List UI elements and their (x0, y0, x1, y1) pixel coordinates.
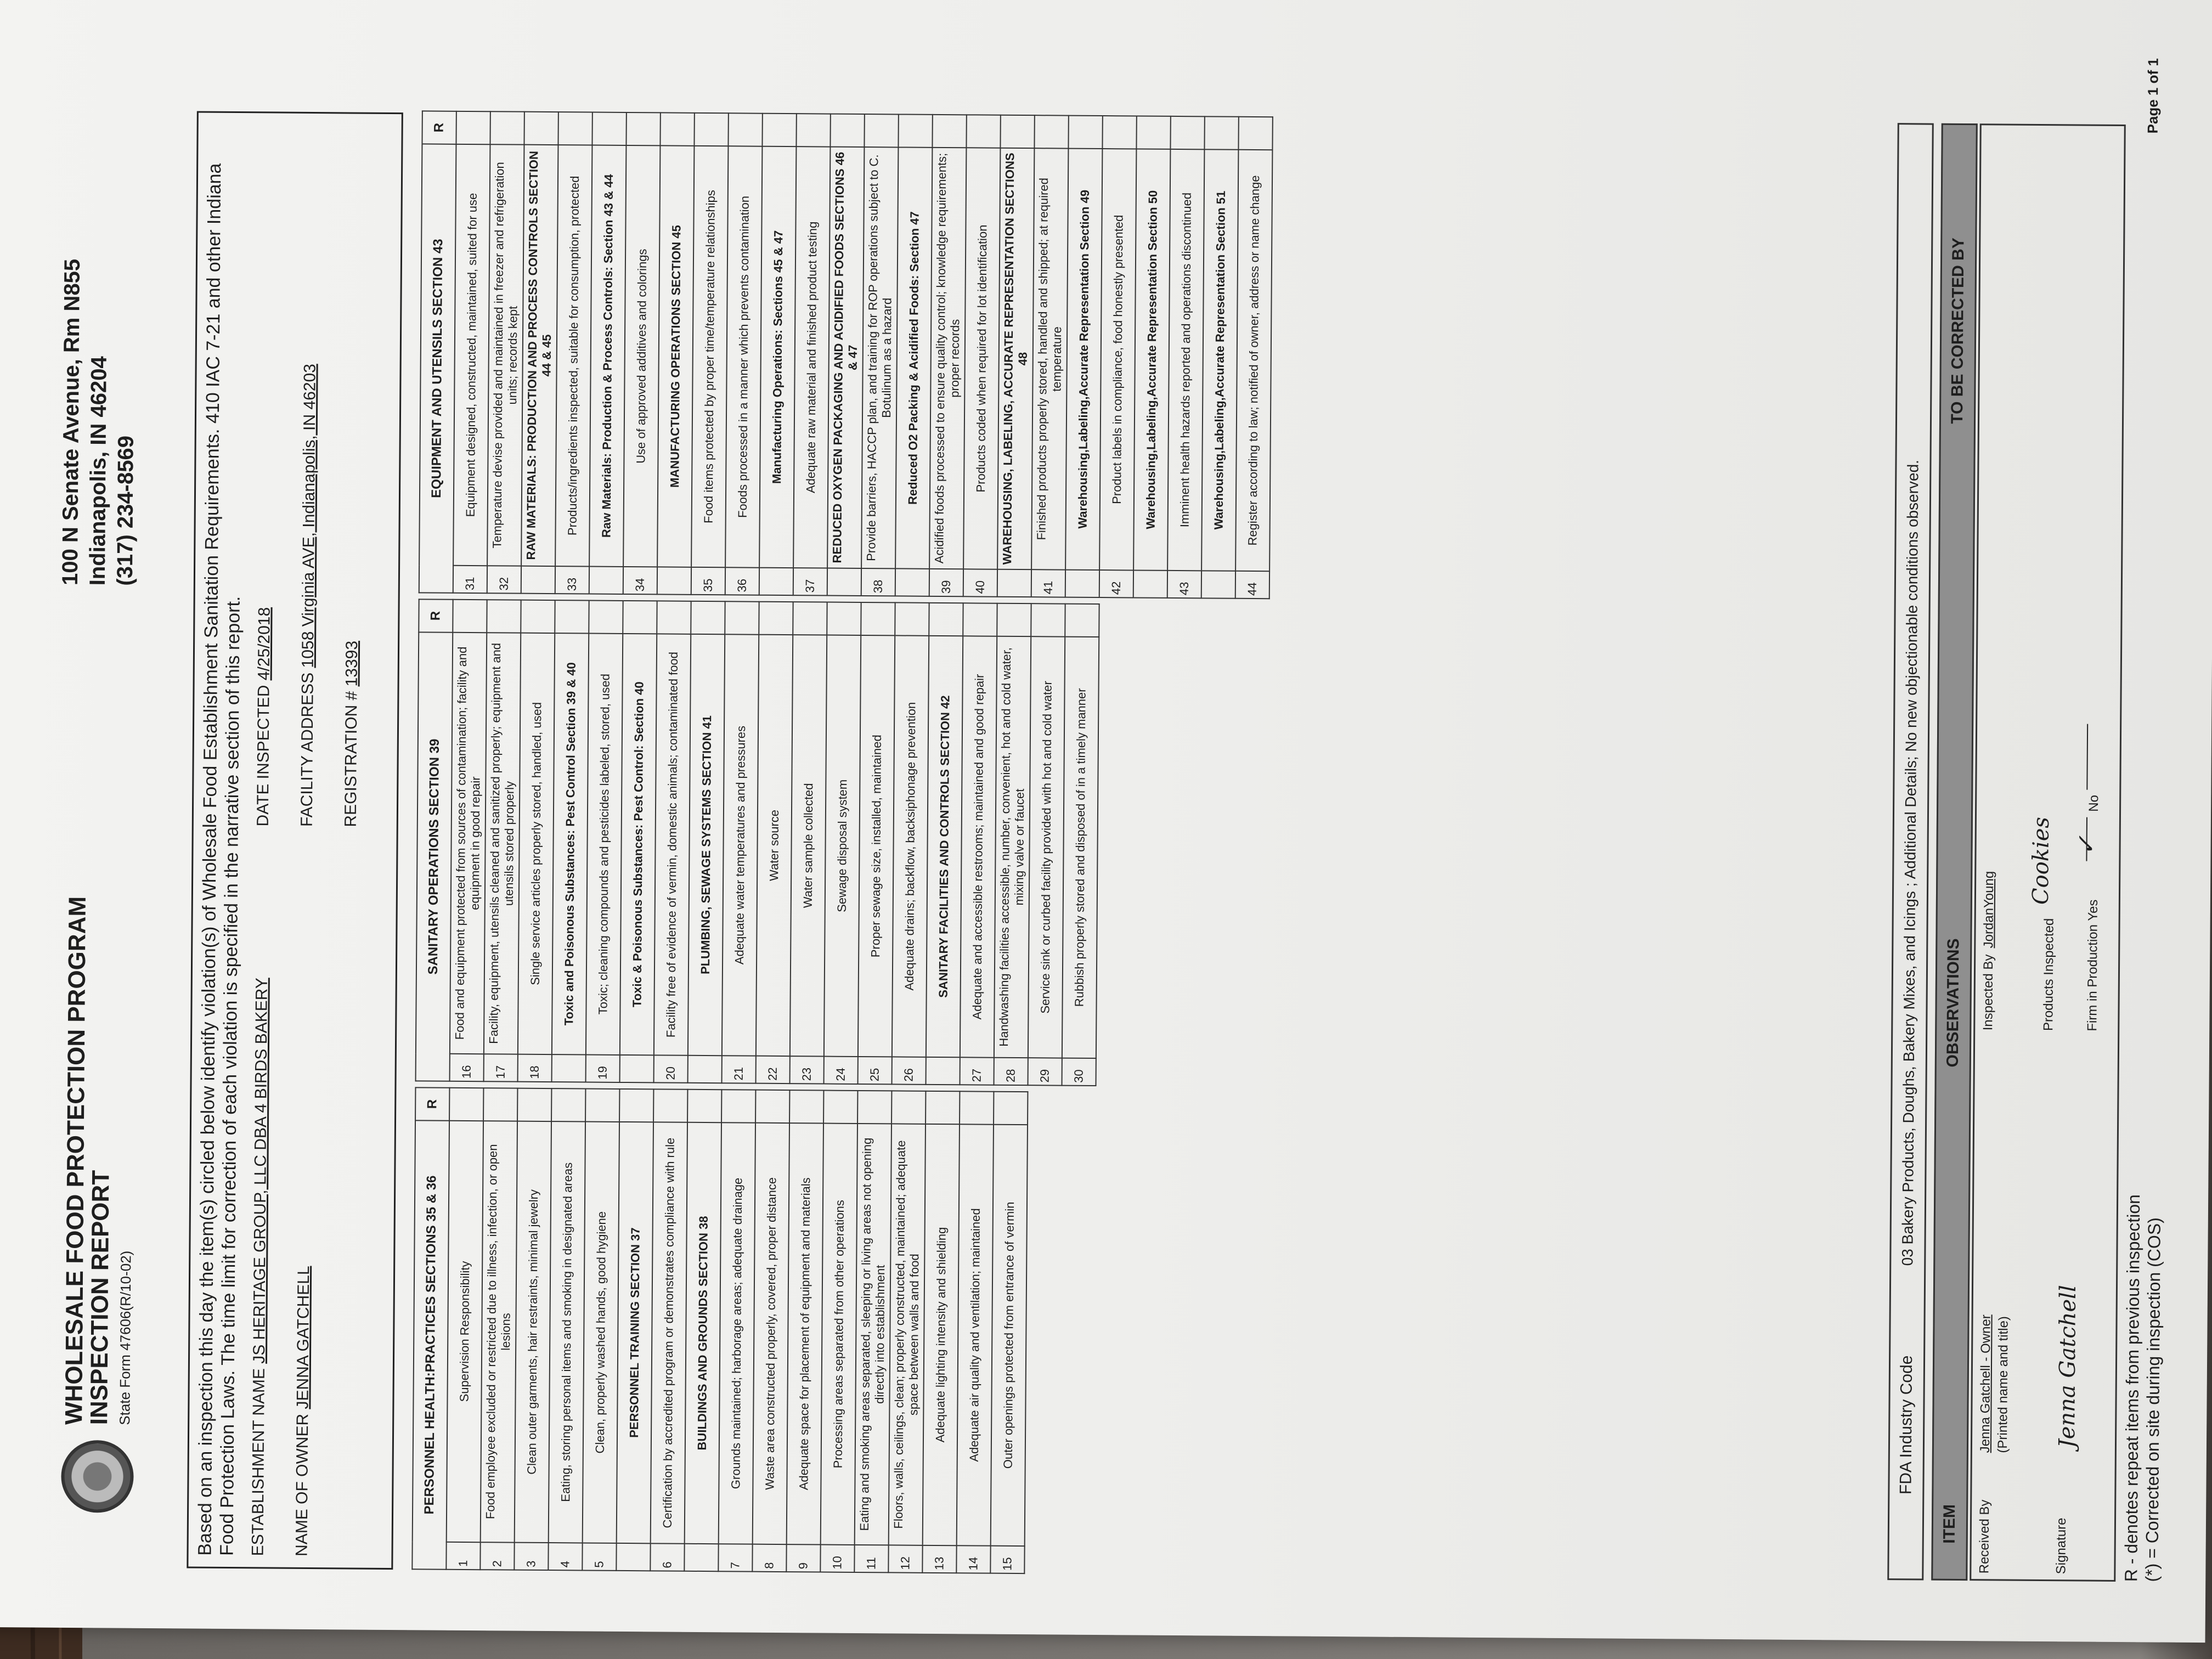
col1-row (650, 1089, 687, 1571)
item-description: Imminent health hazards reported and operations discontinued (1167, 149, 1204, 571)
col3-row (1065, 116, 1103, 597)
item-number: 36 (725, 567, 759, 595)
report-title (61, 896, 116, 1425)
col3-row (963, 115, 1001, 596)
repeat-cell (691, 601, 725, 634)
col1-row (956, 1091, 994, 1573)
item-number (589, 567, 623, 594)
item-description: Facility, equipment, utensils cleaned and sanitized properly; equipment and utensils stored properly (484, 633, 521, 1054)
item-description: Sewage disposal system (824, 635, 861, 1057)
item-description: Certification by accredited program or demonstrates compliance with rule (651, 1122, 687, 1543)
registration-value: 13393 (342, 640, 362, 687)
establishment-field (249, 978, 271, 1556)
col3-row (929, 115, 967, 596)
repeat-cell (929, 603, 963, 636)
col2-row (722, 601, 759, 1083)
sanitary-operations-table (415, 599, 1100, 1086)
item-number: 22 (756, 1056, 790, 1084)
item-number: 34 (623, 567, 657, 594)
repeat-cell (626, 112, 660, 145)
item-number: 15 (990, 1546, 1024, 1573)
col3-row (691, 113, 729, 595)
col2-row (1062, 604, 1099, 1086)
repeat-cell (789, 1090, 823, 1123)
repeat-cell (932, 115, 966, 148)
section-subheader: MANUFACTURING OPERATIONS SECTION 45 (657, 145, 694, 567)
col3-row (827, 114, 865, 596)
col3-row (657, 112, 695, 594)
owner-value: JENNA GATCHELL (294, 1266, 313, 1409)
repeat-cell (490, 111, 524, 144)
col1-row (718, 1090, 755, 1571)
col1-header: PERSONNEL HEALTH:PRACTICES SECTIONS 35 & 36 (412, 1120, 449, 1569)
legend-line2: (*) = Corrected on site during inspection (COS) (2142, 1217, 2164, 1582)
col3-row (623, 112, 661, 594)
col3-header: EQUIPMENT AND UTENSILS SECTION 43 (419, 144, 456, 592)
item-number: 20 (654, 1055, 688, 1082)
item-number: 19 (586, 1055, 620, 1082)
item-description: Adequate lighting intensity and shielding (923, 1124, 960, 1545)
item-description: Toxic; cleaning compounds and pesticides labeled, stored, used (586, 634, 623, 1055)
item-description: Adequate water temperatures and pressures (722, 634, 759, 1056)
repeat-cell (960, 1091, 994, 1124)
col2-row (926, 603, 963, 1085)
item-description: Floors, walls, ceilings, clean; properly constructed, maintained; adequate space between walls and food (889, 1124, 926, 1545)
legend-line1: R - denotes repeat items from previous inspection (2121, 1194, 2144, 1582)
col3-row (589, 112, 627, 594)
section-subheader: PERSONNEL TRAINING SECTION 37 (617, 1122, 653, 1543)
item-number: 41 (1031, 569, 1065, 597)
item-description: Product labels in compliance, food honestly presented (1099, 149, 1136, 570)
received-by-label: Received By (1977, 1499, 1993, 1574)
col2-row (586, 601, 623, 1082)
item-number: 44 (1235, 571, 1269, 599)
item-number (1065, 570, 1099, 597)
item-number (1201, 571, 1235, 598)
repeat-cell (1031, 603, 1065, 636)
fda-label: FDA Industry Code (1897, 1355, 1916, 1495)
repeat-cell (796, 114, 830, 146)
item-number: 25 (858, 1057, 892, 1084)
item-description: Acidified foods processed to ensure quality control; knowledge requirements; proper records (929, 148, 966, 569)
item-number: 42 (1099, 570, 1133, 597)
repeat-cell (926, 1091, 960, 1124)
repeat-cell (725, 601, 759, 634)
item-number: 43 (1167, 571, 1201, 598)
item-number (684, 1544, 718, 1571)
item-number: 13 (922, 1545, 956, 1573)
item-description: Adequate space for placement of equipment and materials (787, 1123, 823, 1544)
col2-row (450, 600, 487, 1081)
col3-row (997, 115, 1035, 597)
col2-row (518, 600, 555, 1082)
item-number (827, 568, 861, 596)
col1-row (616, 1089, 653, 1571)
registration-field (342, 641, 362, 827)
col1-row (888, 1091, 926, 1572)
registration-label: REGISTRATION # (341, 691, 361, 827)
repeat-cell (623, 601, 657, 634)
col2-row (552, 600, 589, 1082)
col3-row (725, 113, 763, 595)
item-description: Clean outer garments, hair restraints, minimal jewelry (515, 1121, 551, 1543)
col1-row (922, 1091, 960, 1573)
item-number (616, 1543, 650, 1571)
item-number: 2 (480, 1542, 514, 1570)
item-description: Water source (756, 635, 793, 1056)
repeat-cell (823, 1091, 857, 1124)
address-line2: Indianapolis, IN 46204 (85, 356, 111, 586)
col2-row (960, 603, 997, 1085)
item-description: Grounds maintained; harborage areas; adequate drainage (719, 1122, 755, 1544)
item-number (759, 568, 793, 595)
item-number: 33 (555, 566, 589, 594)
item-number (552, 1054, 586, 1082)
repeat-cell (857, 1091, 891, 1124)
col1-row (582, 1089, 619, 1571)
observations-header: OBSERVATIONS (1943, 938, 1963, 1068)
item-number: 8 (752, 1544, 786, 1572)
section-subheader: Toxic and Poisonous Substances: Pest Control Section 39 & 40 (552, 633, 589, 1054)
item-description: Processing areas separated from other operations (821, 1124, 857, 1545)
owner-field (292, 1266, 313, 1556)
repeat-cell (898, 114, 932, 147)
col1-row (514, 1088, 551, 1570)
col2-r-header: R (419, 599, 453, 632)
col1-row (990, 1092, 1028, 1573)
col3-row (895, 114, 933, 596)
item-number (620, 1055, 654, 1082)
item-number: 11 (854, 1545, 888, 1572)
item-number: 27 (960, 1057, 994, 1085)
item-description: Eating, storing personal items and smoking in designated areas (549, 1121, 585, 1543)
item-description: Foods processed in a manner which prevents contamination (725, 146, 762, 567)
col3-row (793, 114, 831, 595)
inspected-by-value: JordanYoung (1981, 871, 1997, 949)
state-seal-icon (61, 1440, 134, 1513)
title-line2: INSPECTION REPORT (86, 1170, 115, 1425)
col1-row (480, 1088, 517, 1570)
item-number: 32 (487, 566, 521, 593)
repeat-cell (483, 1088, 517, 1121)
item-number: 9 (786, 1544, 820, 1572)
repeat-cell (728, 113, 762, 146)
col3-row (1133, 116, 1171, 597)
item-description: Facility free of evidence of vermin, domestic animals; contaminated food (654, 634, 691, 1055)
item-header: ITEM (1940, 1504, 1959, 1544)
item-number: 40 (963, 569, 997, 596)
inspected-by-label: Inspected By (1980, 954, 1996, 1031)
item-number: 23 (790, 1056, 824, 1084)
item-description: Temperature devise provided and maintained in freezer and refrigeration units; records kept (487, 144, 524, 566)
repeat-cell (456, 111, 490, 144)
repeat-cell (660, 112, 694, 145)
repeat-cell (721, 1090, 755, 1122)
repeat-cell (793, 602, 827, 635)
item-description: Rubbish properly stored and disposed of in a timely manner (1062, 637, 1099, 1058)
repeat-cell (755, 1090, 789, 1123)
repeat-cell (555, 600, 589, 633)
repeat-cell (997, 603, 1031, 636)
repeat-cell (1170, 116, 1204, 149)
repeat-cell (1204, 116, 1238, 149)
intro-box (187, 111, 403, 1570)
repeat-cell (762, 114, 796, 146)
item-description: Supervision Responsibility (447, 1121, 483, 1542)
products-label: Products Inspected (2041, 918, 2057, 1031)
item-description: Products/ingredients inspected, suitable for consumption, protected (555, 145, 592, 566)
intro-text: Based on an inspection this day the item(s) circled below identify violation(s) of Wholesale Food Establishment Sanitation Requirements. 410 IAC 7-21 and other Indiana Food Protection Laws. The time limit for correction of each violation is specified in the narrative section of this report. (194, 163, 244, 1556)
repeat-cell (558, 112, 592, 145)
repeat-cell (1068, 116, 1102, 149)
repeat-cell (966, 115, 1000, 148)
item-description: Adequate drains; backflow, backsiphonage prevention (892, 635, 929, 1057)
repeat-cell (895, 602, 929, 635)
signature-label: Signature (2053, 1517, 2069, 1575)
repeat-cell (453, 600, 487, 633)
item-number (895, 568, 929, 596)
item-number: 24 (824, 1057, 858, 1084)
col2-row (1028, 603, 1065, 1085)
item-number (926, 1057, 960, 1085)
date-value: 4/25/2018 (255, 607, 274, 681)
agency-address (57, 259, 141, 586)
col3-row (759, 114, 797, 595)
personnel-health-table (411, 1087, 1028, 1574)
item-description: Proper sewage size, installed, maintained (858, 635, 895, 1057)
col2-row (824, 602, 861, 1084)
owner-label: NAME OF OWNER (292, 1413, 312, 1557)
firm-no-label: No (2086, 794, 2102, 812)
item-description: Use of approved additives and colorings (623, 145, 660, 567)
item-description: Water sample collected (790, 635, 827, 1056)
col3-row (453, 111, 490, 593)
fda-value: 03 Bakery Products, Doughs, Bakery Mixes, and Icings ; Additional Details; No new objectionable conditions observed. (1899, 460, 1922, 1266)
item-description: Food employee excluded or restricted due to illness, infection, or open lesions (481, 1121, 517, 1542)
item-number: 7 (718, 1544, 752, 1571)
section-subheader: PLUMBING, SEWAGE SYSTEMS SECTION 41 (688, 634, 725, 1056)
col2-row (790, 602, 827, 1084)
section-subheader: Warehousing,Labeling,Accurate Representation Section 51 (1201, 149, 1238, 571)
section-subheader: RAW MATERIALS: PRODUCTION AND PROCESS CONTROLS SECTION 44 & 45 (521, 145, 558, 566)
item-number: 17 (484, 1054, 518, 1081)
repeat-cell (827, 602, 861, 635)
col3-row (1031, 115, 1069, 597)
repeat-cell (449, 1088, 483, 1121)
repeat-cell (1034, 115, 1068, 148)
item-description: Outer openings protected from entrance of vermin (991, 1125, 1028, 1546)
repeat-cell (592, 112, 626, 145)
repeat-cell (517, 1088, 551, 1121)
repeat-cell (1136, 116, 1170, 149)
item-number: 4 (548, 1543, 582, 1570)
repeat-cell (994, 1092, 1028, 1125)
item-number: 26 (892, 1057, 926, 1084)
facility-label: FACILITY ADDRESS (297, 672, 317, 827)
repeat-cell (1000, 115, 1034, 148)
form-number: State Form 47606(R/10-02) (116, 1250, 134, 1425)
repeat-cell (891, 1091, 926, 1124)
repeat-cell (759, 602, 793, 635)
repeat-cell (521, 600, 555, 633)
printed-name-note: (Printed name and title) (1995, 1316, 2011, 1453)
col3-r-header: R (422, 111, 456, 144)
section-subheader: Warehousing,Labeling,Accurate Representation Section 50 (1133, 149, 1170, 570)
col2-row (620, 601, 657, 1082)
section-subheader: Raw Materials: Production & Process Controls: Section 43 & 44 (589, 145, 626, 567)
repeat-cell (687, 1090, 721, 1122)
col1-row (854, 1091, 891, 1572)
facility-field (298, 364, 320, 827)
col2-row (892, 602, 929, 1084)
col3-row (487, 111, 524, 593)
section-subheader: BUILDINGS AND GROUNDS SECTION 38 (685, 1122, 721, 1544)
col1-row (820, 1091, 857, 1572)
item-number: 10 (820, 1545, 854, 1572)
item-description: Register according to law; notified of owner, address or name change (1235, 150, 1272, 571)
section-subheader: Toxic & Poisonous Substances: Pest Control: Section 40 (620, 634, 657, 1055)
item-description: Service sink or curbed facility provided with hot and cold water (1028, 636, 1065, 1058)
item-number: 3 (514, 1543, 548, 1570)
item-description: Provide barriers, HACCP plan, and training for ROP operations subject to C. Botulinum as a hazard (861, 147, 898, 568)
col2-row (484, 600, 521, 1081)
repeat-cell (1238, 117, 1272, 150)
col2-row (654, 601, 691, 1082)
item-number: 12 (888, 1545, 922, 1572)
firm-no-blank (2086, 724, 2088, 790)
title-line1: WHOLESALE FOOD PROTECTION PROGRAM (60, 896, 91, 1425)
col1-row (786, 1090, 823, 1572)
correct-by-header: TO BE CORRECTED BY (1948, 238, 1968, 424)
item-number (521, 566, 555, 594)
col1-row (752, 1090, 789, 1572)
item-description: Adequate air quality and ventilation; maintained (957, 1124, 994, 1545)
section-subheader: WAREHOUSING, LABELING, ACCURATE REPRESENTATION SECTIONS 48 (997, 148, 1034, 569)
item-description: Equipment designed, constructed, maintained, suited for use (453, 144, 490, 566)
item-description: Food and equipment protected from sources of contamination; facility and equipment in good repair (450, 633, 487, 1054)
item-description: Single service articles properly stored, handled, used (518, 633, 555, 1054)
repeat-cell (1102, 116, 1136, 149)
facility-value: 1058 Virginia AVE, Indianapolis, IN 46203 (298, 363, 319, 668)
phone: (317) 234-8569 (112, 435, 138, 586)
col2-row (994, 603, 1031, 1085)
col1-r-header: R (415, 1087, 449, 1120)
page-number: Page 1 of 1 (2144, 58, 2162, 134)
item-number: 16 (450, 1054, 484, 1081)
signature-value: Jenna Gatchell (2054, 1285, 2081, 1448)
item-description: Products coded when required for lot identification (963, 148, 1000, 569)
products-value: Cookies (2028, 816, 2054, 905)
repeat-cell (657, 601, 691, 634)
col2-header: SANITARY OPERATIONS SECTION 39 (416, 632, 453, 1081)
item-number: 30 (1062, 1058, 1096, 1086)
item-description: Handwashing facilities accessible, number, convenient, hot and cold water, mixing valve or faucet (994, 636, 1031, 1058)
item-number: 39 (929, 569, 963, 596)
item-description: Food items protected by proper time/temperature relationships (691, 146, 728, 567)
col3-row (521, 112, 558, 594)
item-number (1133, 570, 1167, 597)
item-number (997, 569, 1031, 597)
col3-row (555, 112, 592, 594)
item-number: 28 (994, 1058, 1028, 1085)
establishment-label: ESTABLISHMENT NAME (249, 1368, 268, 1556)
item-number (688, 1056, 722, 1083)
col3-row (861, 114, 899, 596)
col1-row (446, 1088, 483, 1570)
item-number: 6 (650, 1543, 684, 1571)
repeat-cell (585, 1089, 619, 1122)
item-number: 29 (1028, 1058, 1062, 1085)
col3-row (1099, 116, 1137, 597)
item-number: 21 (722, 1056, 756, 1083)
section-subheader: Warehousing,Labeling,Accurate Representation Section 49 (1065, 149, 1102, 570)
legend (2120, 1194, 2165, 1582)
col3-row (1235, 117, 1273, 599)
equipment-utensils-table (419, 110, 1273, 599)
repeat-cell (864, 114, 898, 147)
date-label: DATE INSPECTED (253, 685, 273, 827)
item-number: 14 (956, 1545, 990, 1573)
repeat-cell (589, 601, 623, 634)
fda-code-bar (1887, 123, 1934, 1580)
repeat-cell (524, 112, 558, 145)
col1-row (684, 1090, 721, 1571)
item-number: 5 (582, 1543, 616, 1570)
item-number: 38 (861, 568, 895, 596)
repeat-cell (487, 600, 521, 633)
section-subheader: Reduced O2 Packing & Acidified Foods: Section 47 (895, 147, 932, 568)
item-description: Clean, properly washed hands, good hygiene (583, 1122, 619, 1543)
item-number: 37 (793, 568, 827, 595)
firm-no-check-icon: ✓ (2072, 835, 2101, 856)
item-description: Finished products properly stored, handled and shipped; at required temperature (1031, 148, 1068, 569)
item-description: Eating and smoking areas separated, sleeping or living areas not opening directly into establishment (855, 1124, 891, 1545)
repeat-cell (551, 1088, 585, 1121)
item-number: 31 (453, 566, 487, 593)
item-number: 18 (518, 1054, 552, 1082)
repeat-cell (861, 602, 895, 635)
firm-label: Firm in Production Yes (2085, 899, 2101, 1031)
col2-row (756, 602, 793, 1084)
address-line1: 100 N Senate Avenue, Rm N855 (58, 258, 84, 586)
repeat-cell (653, 1089, 687, 1122)
signature-box (1970, 123, 2126, 1582)
repeat-cell (619, 1089, 653, 1122)
received-by-value: Jenna Gatchell - Owner (1977, 1314, 1994, 1453)
col2-row (688, 601, 725, 1083)
repeat-cell (694, 113, 728, 146)
col3-row (1201, 116, 1239, 598)
repeat-cell (1065, 604, 1099, 637)
item-description: Waste area constructed properly, covered, proper distance (753, 1123, 789, 1544)
item-description: Adequate and accessible restrooms; maintained and good repair (960, 636, 997, 1057)
item-description: Adequate raw material and finished product testing (793, 146, 830, 568)
section-subheader: REDUCED OXYGEN PACKAGING AND ACIDIFIED FOODS SECTIONS 46 & 47 (827, 147, 864, 568)
col2-row (858, 602, 895, 1084)
item-number (657, 567, 691, 594)
section-subheader: SANITARY FACILITIES AND CONTROLS SECTION 42 (926, 636, 963, 1057)
item-number: 35 (691, 567, 725, 595)
col1-row (548, 1088, 585, 1570)
item-number: 1 (446, 1542, 480, 1570)
repeat-cell (830, 114, 864, 147)
col3-row (1167, 116, 1205, 598)
repeat-cell (963, 603, 997, 636)
date-field (254, 607, 274, 827)
establishment-value: JS HERITAGE GROUP, LLC DBA 4 BIRDS BAKERY (250, 978, 271, 1364)
section-subheader: Manufacturing Operations: Sections 45 & 47 (759, 146, 796, 568)
